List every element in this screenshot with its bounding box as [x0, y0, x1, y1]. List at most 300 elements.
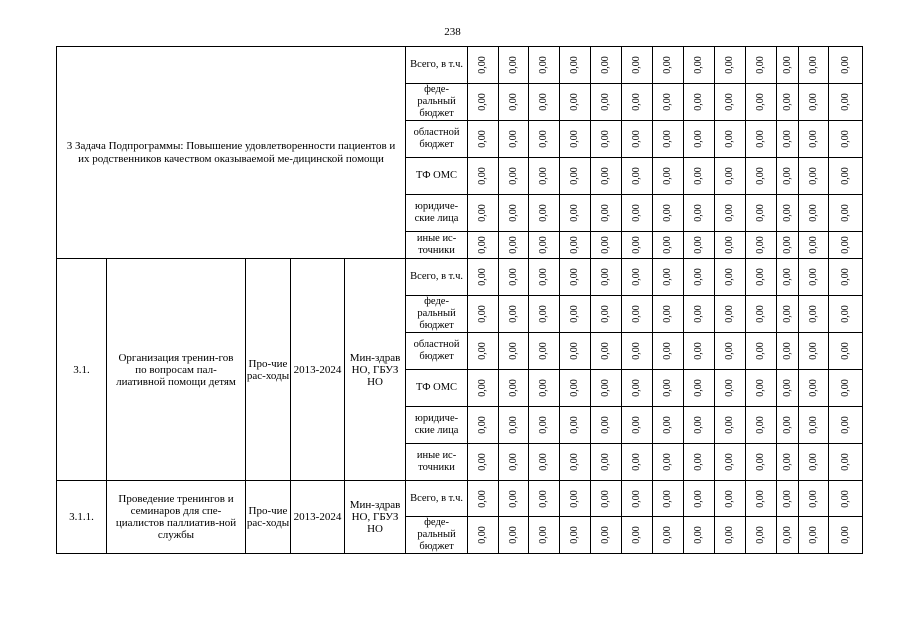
- value-text: 0,00: [839, 268, 851, 286]
- value-cell: [653, 47, 684, 84]
- value-cell: [829, 370, 863, 407]
- value-text: 0,00: [538, 526, 550, 544]
- value-text: 0,00: [807, 305, 819, 323]
- value-cell: [560, 84, 591, 121]
- value-cell: [622, 195, 653, 232]
- value-cell: [684, 84, 715, 121]
- value-text: 0,00: [631, 305, 643, 323]
- value-text: 0,00: [724, 489, 736, 508]
- value-text: 0,00: [569, 489, 581, 508]
- funding-source: Всего, в т.ч.: [406, 259, 468, 296]
- value-text: 0,00: [839, 379, 851, 397]
- value-cell: [622, 84, 653, 121]
- value-text: 0,00: [755, 167, 767, 185]
- value-text: 0,00: [724, 453, 736, 471]
- value-cell: [684, 333, 715, 370]
- value-cell: [560, 195, 591, 232]
- value-text: 0,00: [631, 56, 643, 74]
- value-cell: [777, 407, 799, 444]
- value-cell: [468, 195, 499, 232]
- value-text: 0,00: [600, 236, 612, 254]
- value-text: 0,00: [807, 526, 819, 544]
- value-text: 0,00: [600, 453, 612, 471]
- value-text: 0,00: [507, 130, 519, 148]
- value-text: 0,00: [781, 379, 793, 397]
- value-cell: [799, 481, 829, 517]
- value-cell: [653, 195, 684, 232]
- period: 2013-2024: [291, 481, 345, 554]
- value-text: 0,00: [477, 93, 489, 111]
- value-text: 0,00: [569, 130, 581, 148]
- value-text: 0,00: [507, 56, 519, 74]
- value-text: 0,00: [807, 167, 819, 185]
- value-cell: [746, 444, 777, 481]
- value-cell: [591, 370, 622, 407]
- value-text: 0,00: [477, 305, 489, 323]
- value-cell: [829, 517, 863, 554]
- value-text: 0,00: [477, 236, 489, 254]
- value-text: 0,00: [631, 167, 643, 185]
- value-cell: [468, 84, 499, 121]
- value-cell: [499, 158, 529, 195]
- value-cell: [684, 232, 715, 259]
- value-cell: [529, 407, 560, 444]
- value-text: 0,00: [724, 56, 736, 74]
- value-cell: [591, 517, 622, 554]
- value-cell: [829, 47, 863, 84]
- value-text: 0,00: [781, 204, 793, 222]
- value-cell: [499, 84, 529, 121]
- value-text: 0,00: [839, 305, 851, 323]
- value-text: 0,00: [507, 416, 519, 434]
- value-cell: [684, 47, 715, 84]
- value-cell: [468, 481, 499, 517]
- value-cell: [715, 84, 746, 121]
- value-text: 0,00: [807, 268, 819, 286]
- value-text: 0,00: [839, 453, 851, 471]
- value-cell: [829, 259, 863, 296]
- value-cell: [499, 232, 529, 259]
- value-text: 0,00: [662, 453, 674, 471]
- value-cell: [529, 481, 560, 517]
- value-text: 0,00: [569, 526, 581, 544]
- value-text: 0,00: [693, 93, 705, 111]
- value-cell: [622, 481, 653, 517]
- value-cell: [799, 84, 829, 121]
- value-text: 0,00: [569, 93, 581, 111]
- value-text: 0,00: [781, 453, 793, 471]
- value-text: 0,00: [569, 167, 581, 185]
- value-text: 0,00: [693, 526, 705, 544]
- value-cell: [653, 407, 684, 444]
- value-cell: [468, 370, 499, 407]
- value-text: 0,00: [662, 526, 674, 544]
- value-text: 0,00: [600, 167, 612, 185]
- value-cell: [746, 47, 777, 84]
- value-text: 0,00: [839, 93, 851, 111]
- value-cell: [468, 259, 499, 296]
- value-cell: [799, 333, 829, 370]
- value-text: 0,00: [507, 167, 519, 185]
- value-text: 0,00: [477, 130, 489, 148]
- value-text: 0,00: [477, 379, 489, 397]
- value-cell: [777, 296, 799, 333]
- value-cell: [715, 481, 746, 517]
- value-text: 0,00: [631, 130, 643, 148]
- value-text: 0,00: [600, 204, 612, 222]
- value-text: 0,00: [631, 268, 643, 286]
- value-cell: [560, 121, 591, 158]
- value-text: 0,00: [724, 130, 736, 148]
- value-text: 0,00: [477, 416, 489, 434]
- value-cell: [684, 370, 715, 407]
- value-cell: [622, 232, 653, 259]
- value-text: 0,00: [755, 204, 767, 222]
- value-text: 0,00: [755, 416, 767, 434]
- value-cell: [746, 333, 777, 370]
- value-cell: [560, 232, 591, 259]
- value-text: 0,00: [807, 204, 819, 222]
- value-text: 0,00: [755, 236, 767, 254]
- value-cell: [829, 121, 863, 158]
- value-text: 0,00: [693, 130, 705, 148]
- value-text: 0,00: [724, 526, 736, 544]
- value-text: 0,00: [662, 268, 674, 286]
- value-text: 0,00: [662, 93, 674, 111]
- value-cell: [560, 259, 591, 296]
- value-cell: [529, 195, 560, 232]
- value-cell: [591, 232, 622, 259]
- activity-name: Организация тренин-гов по вопросам пал-лиативной помощи детям: [107, 259, 246, 481]
- value-cell: [799, 444, 829, 481]
- value-text: 0,00: [600, 342, 612, 360]
- value-cell: [499, 370, 529, 407]
- funding-source: областной бюджет: [406, 333, 468, 370]
- value-text: 0,00: [538, 453, 550, 471]
- value-cell: [653, 158, 684, 195]
- value-text: 0,00: [538, 204, 550, 222]
- value-cell: [591, 444, 622, 481]
- value-text: 0,00: [807, 342, 819, 360]
- value-text: 0,00: [724, 342, 736, 360]
- value-cell: [591, 407, 622, 444]
- value-cell: [529, 333, 560, 370]
- value-cell: [799, 259, 829, 296]
- value-cell: [529, 517, 560, 554]
- value-cell: [653, 517, 684, 554]
- value-cell: [560, 481, 591, 517]
- funding-source: юридиче-ские лица: [406, 195, 468, 232]
- value-text: 0,00: [662, 130, 674, 148]
- value-cell: [560, 333, 591, 370]
- value-text: 0,00: [724, 305, 736, 323]
- value-cell: [799, 158, 829, 195]
- value-text: 0,00: [807, 130, 819, 148]
- value-cell: [653, 121, 684, 158]
- value-text: 0,00: [755, 93, 767, 111]
- value-text: 0,00: [662, 167, 674, 185]
- value-text: 0,00: [693, 236, 705, 254]
- value-text: 0,00: [538, 167, 550, 185]
- value-text: 0,00: [631, 379, 643, 397]
- value-text: 0,00: [807, 416, 819, 434]
- value-cell: [499, 444, 529, 481]
- value-cell: [468, 333, 499, 370]
- value-cell: [591, 333, 622, 370]
- value-cell: [715, 296, 746, 333]
- value-cell: [684, 517, 715, 554]
- value-text: 0,00: [477, 204, 489, 222]
- funding-source: Всего, в т.ч.: [406, 481, 468, 517]
- value-cell: [829, 158, 863, 195]
- value-cell: [715, 517, 746, 554]
- value-text: 0,00: [755, 379, 767, 397]
- funding-source: Всего, в т.ч.: [406, 47, 468, 84]
- value-cell: [684, 158, 715, 195]
- value-cell: [715, 259, 746, 296]
- value-cell: [715, 333, 746, 370]
- funding-source: юридиче-ские лица: [406, 407, 468, 444]
- value-cell: [746, 232, 777, 259]
- value-cell: [746, 195, 777, 232]
- value-cell: [653, 259, 684, 296]
- value-cell: [468, 47, 499, 84]
- value-cell: [622, 333, 653, 370]
- value-text: 0,00: [477, 342, 489, 360]
- value-cell: [591, 121, 622, 158]
- value-text: 0,00: [662, 305, 674, 323]
- value-text: 0,00: [781, 305, 793, 323]
- value-text: 0,00: [724, 268, 736, 286]
- value-cell: [591, 158, 622, 195]
- value-text: 0,00: [507, 93, 519, 111]
- value-text: 0,00: [693, 305, 705, 323]
- value-cell: [622, 407, 653, 444]
- row-number: 3.1.: [57, 259, 107, 481]
- value-text: 0,00: [631, 453, 643, 471]
- value-cell: [560, 370, 591, 407]
- value-text: 0,00: [507, 453, 519, 471]
- value-cell: [715, 47, 746, 84]
- value-text: 0,00: [477, 489, 489, 508]
- executor: Мин-здрав НО, ГБУЗ НО: [345, 259, 406, 481]
- value-cell: [591, 47, 622, 84]
- value-text: 0,00: [569, 342, 581, 360]
- value-cell: [529, 296, 560, 333]
- value-cell: [746, 259, 777, 296]
- value-text: 0,00: [781, 167, 793, 185]
- funding-source: феде-ральный бюджет: [406, 84, 468, 121]
- value-text: 0,00: [538, 342, 550, 360]
- value-cell: [653, 333, 684, 370]
- value-text: 0,00: [839, 130, 851, 148]
- value-cell: [799, 517, 829, 554]
- value-text: 0,00: [755, 489, 767, 508]
- value-cell: [560, 296, 591, 333]
- value-text: 0,00: [693, 489, 705, 508]
- value-text: 0,00: [781, 236, 793, 254]
- value-text: 0,00: [569, 305, 581, 323]
- activity-name: Проведение тренингов и семинаров для спе-циалистов паллиатив-ной службы: [107, 481, 246, 554]
- value-text: 0,00: [600, 93, 612, 111]
- value-cell: [653, 232, 684, 259]
- value-text: 0,00: [507, 268, 519, 286]
- value-cell: [777, 158, 799, 195]
- value-text: 0,00: [569, 236, 581, 254]
- value-text: 0,00: [600, 56, 612, 74]
- value-cell: [653, 84, 684, 121]
- value-cell: [715, 407, 746, 444]
- value-cell: [653, 370, 684, 407]
- value-cell: [529, 121, 560, 158]
- value-cell: [829, 84, 863, 121]
- value-cell: [591, 84, 622, 121]
- value-cell: [499, 481, 529, 517]
- value-text: 0,00: [600, 416, 612, 434]
- value-text: 0,00: [807, 56, 819, 74]
- task-title: 3 Задача Подпрограммы: Повышение удовлетворенности пациентов и их родственников качеством оказываемой ме-дицинской помощи: [57, 47, 406, 259]
- value-cell: [560, 407, 591, 444]
- value-text: 0,00: [807, 379, 819, 397]
- funding-source: феде-ральный бюджет: [406, 296, 468, 333]
- value-cell: [777, 259, 799, 296]
- value-cell: [799, 232, 829, 259]
- value-text: 0,00: [538, 489, 550, 508]
- value-cell: [715, 121, 746, 158]
- value-text: 0,00: [807, 236, 819, 254]
- value-cell: [799, 296, 829, 333]
- value-text: 0,00: [600, 305, 612, 323]
- value-text: 0,00: [538, 93, 550, 111]
- value-text: 0,00: [807, 453, 819, 471]
- value-cell: [799, 121, 829, 158]
- value-cell: [622, 121, 653, 158]
- value-cell: [715, 195, 746, 232]
- value-text: 0,00: [662, 342, 674, 360]
- value-cell: [499, 195, 529, 232]
- value-cell: [468, 296, 499, 333]
- value-text: 0,00: [781, 130, 793, 148]
- value-text: 0,00: [600, 489, 612, 508]
- row-number: 3.1.1.: [57, 481, 107, 554]
- value-text: 0,00: [693, 268, 705, 286]
- value-cell: [829, 407, 863, 444]
- value-text: 0,00: [693, 204, 705, 222]
- value-cell: [529, 84, 560, 121]
- value-cell: [777, 195, 799, 232]
- executor: Мин-здрав НО, ГБУЗ НО: [345, 481, 406, 554]
- value-text: 0,00: [693, 416, 705, 434]
- value-text: 0,00: [693, 379, 705, 397]
- value-text: 0,00: [631, 526, 643, 544]
- value-text: 0,00: [538, 416, 550, 434]
- value-cell: [799, 195, 829, 232]
- value-text: 0,00: [538, 236, 550, 254]
- value-cell: [684, 481, 715, 517]
- table-body: [57, 47, 863, 554]
- value-text: 0,00: [538, 379, 550, 397]
- value-text: 0,00: [724, 167, 736, 185]
- value-text: 0,00: [781, 416, 793, 434]
- value-text: 0,00: [507, 526, 519, 544]
- value-cell: [622, 259, 653, 296]
- value-cell: [468, 444, 499, 481]
- value-cell: [746, 121, 777, 158]
- table-row: [57, 481, 863, 517]
- value-text: 0,00: [569, 453, 581, 471]
- value-cell: [746, 296, 777, 333]
- value-text: 0,00: [631, 236, 643, 254]
- value-cell: [715, 232, 746, 259]
- value-text: 0,00: [662, 489, 674, 508]
- page-number: 238: [444, 26, 461, 38]
- value-text: 0,00: [839, 56, 851, 74]
- value-cell: [799, 407, 829, 444]
- value-cell: [777, 121, 799, 158]
- value-text: 0,00: [839, 526, 851, 544]
- value-cell: [468, 517, 499, 554]
- value-cell: [746, 84, 777, 121]
- value-text: 0,00: [839, 416, 851, 434]
- value-text: 0,00: [807, 489, 819, 508]
- value-text: 0,00: [693, 167, 705, 185]
- value-cell: [591, 195, 622, 232]
- value-cell: [746, 370, 777, 407]
- value-text: 0,00: [755, 342, 767, 360]
- value-cell: [529, 232, 560, 259]
- value-text: 0,00: [755, 453, 767, 471]
- value-cell: [499, 407, 529, 444]
- value-text: 0,00: [724, 236, 736, 254]
- value-text: 0,00: [569, 204, 581, 222]
- value-cell: [746, 158, 777, 195]
- value-cell: [499, 517, 529, 554]
- value-cell: [591, 259, 622, 296]
- value-text: 0,00: [477, 453, 489, 471]
- value-cell: [529, 158, 560, 195]
- value-cell: [684, 195, 715, 232]
- value-cell: [829, 444, 863, 481]
- value-text: 0,00: [755, 130, 767, 148]
- value-cell: [591, 481, 622, 517]
- value-cell: [622, 370, 653, 407]
- value-cell: [777, 370, 799, 407]
- value-cell: [715, 370, 746, 407]
- value-text: 0,00: [662, 379, 674, 397]
- value-cell: [746, 517, 777, 554]
- value-text: 0,00: [839, 342, 851, 360]
- funding-source: ТФ ОМС: [406, 158, 468, 195]
- value-cell: [653, 296, 684, 333]
- funding-source: феде-ральный бюджет: [406, 517, 468, 554]
- value-text: 0,00: [693, 453, 705, 471]
- value-cell: [684, 296, 715, 333]
- value-text: 0,00: [569, 268, 581, 286]
- value-text: 0,00: [755, 526, 767, 544]
- expense-type: Про-чие рас-ходы: [246, 259, 291, 481]
- value-cell: [715, 444, 746, 481]
- value-cell: [799, 47, 829, 84]
- value-cell: [777, 444, 799, 481]
- value-text: 0,00: [724, 204, 736, 222]
- value-text: 0,00: [724, 416, 736, 434]
- value-cell: [653, 444, 684, 481]
- value-cell: [746, 407, 777, 444]
- value-cell: [684, 259, 715, 296]
- value-text: 0,00: [781, 526, 793, 544]
- value-cell: [499, 333, 529, 370]
- value-cell: [468, 232, 499, 259]
